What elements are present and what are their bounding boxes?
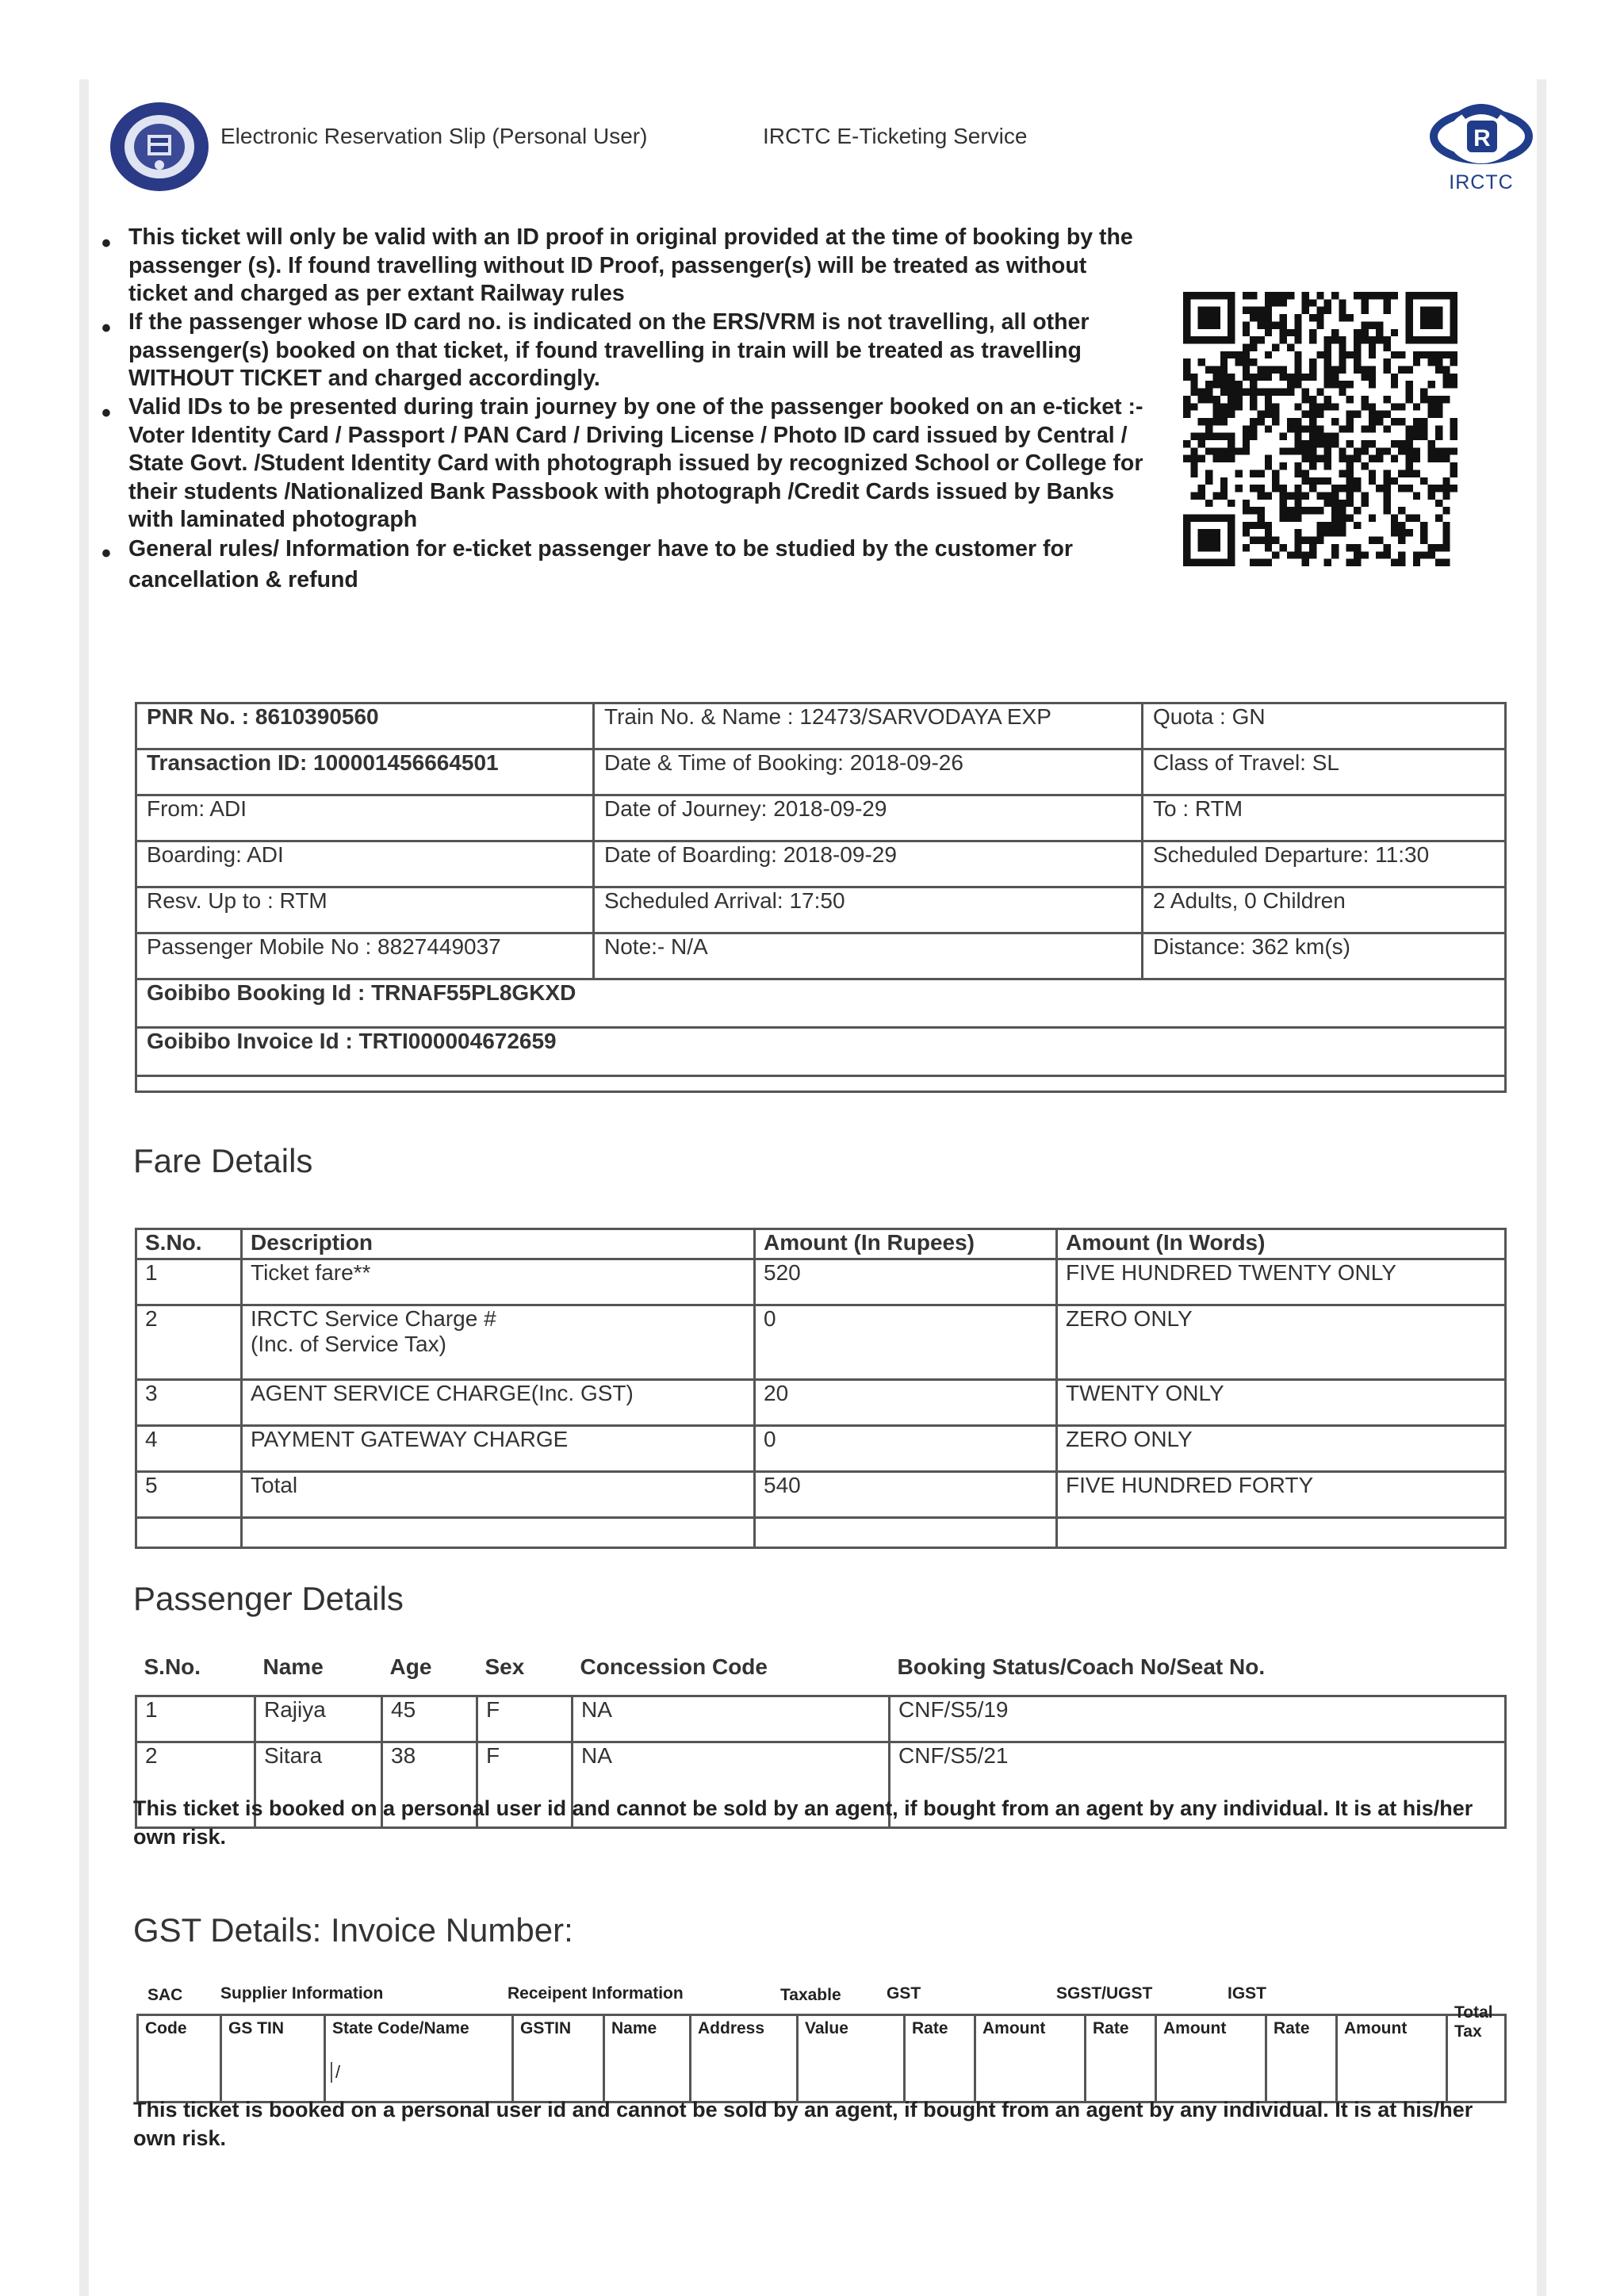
fare-amount-words: ZERO ONLY [1057,1305,1506,1380]
gst-amount: Amount [975,2015,1086,2102]
booking-details-table [135,702,1507,1093]
passenger-header-sno: S.No. [144,1654,201,1679]
gst-header-gst: GST [887,1984,921,2003]
gst-sac-code: Code [138,2015,221,2102]
from-station: From: ADI [136,795,594,841]
distance: Distance: 362 km(s) [1143,933,1506,979]
fare-description: PAYMENT GATEWAY CHARGE [242,1426,755,1472]
igst-rate: Rate [1266,2015,1337,2102]
goibibo-booking-id: Goibibo Booking Id : TRNAF55PL8GKXD [136,979,1506,1028]
scheduled-arrival: Scheduled Arrival: 17:50 [594,887,1143,933]
passenger-sex: F [477,1742,573,1827]
fare-sno: 5 [136,1472,242,1518]
gst-header-taxable: Taxable [780,1986,841,2004]
quota: Quota : GN [1143,703,1506,749]
passenger-header-concession: Concession Code [580,1654,768,1679]
fare-amount-words: FIVE HUNDRED TWENTY ONLY [1057,1259,1506,1305]
fare-description: IRCTC Service Charge # (Inc. of Service Tax) [242,1305,755,1380]
booking-date: Date & Time of Booking: 2018-09-26 [594,749,1143,795]
svg-text:R: R [1473,125,1491,151]
gst-header-supplier: Supplier Information [220,1984,384,2003]
sgst-amount: Amount [1156,2015,1266,2102]
fare-amount: 20 [755,1380,1057,1426]
gst-header-igst: IGST [1228,1984,1267,2003]
gst-taxable-value: Value [798,2015,905,2102]
fare-sno: 3 [136,1380,242,1426]
pnr-number: PNR No. : 8610390560 [136,703,594,749]
fare-header-amount: Amount (In Rupees) [755,1229,1057,1259]
gst-address: Address [691,2015,798,2102]
fare-details-title: Fare Details [133,1142,313,1179]
personal-id-disclaimer: This ticket is booked on a personal user id and cannot be sold by an agent, if bought from an agent by any individual. It is at his/her own risk. [133,1796,1473,1849]
passenger-name: Rajiya [255,1696,382,1742]
service-name: IRCTC E-Ticketing Service [763,124,1028,148]
passenger-booking-status: CNF/S5/21 [890,1742,1506,1827]
rule-item: • This ticket will only be valid with an ID proof in original provided at the time of booking by the passenger (s). If found travelling without ID Proof, passenger(s) will be treated as without ticket and charged as per extant Railway rules [102,224,1133,306]
passenger-concession: NA [573,1742,890,1827]
rule-item: • If the passenger whose ID card no. is indicated on the ERS/VRM is not travelling, all other passenger(s) booked on that ticket, if found travelling in train will be treated as travelling WITHOUT TICKET and charged accordingly. [102,309,1090,391]
passenger-concession: NA [573,1696,890,1742]
service-tax-note: (Inc. of Service Tax) [251,1332,446,1356]
qr-code [1183,292,1457,566]
gst-personal-id-disclaimer: This ticket is booked on a personal user id and cannot be sold by an agent, if bought from an agent by any individual. It is at his/her own risk. [133,2098,1473,2150]
fare-amount: 0 [755,1426,1057,1472]
boarding-station: Boarding: ADI [136,841,594,887]
gst-details-title: GST Details: Invoice Number: [133,1911,573,1949]
fare-amount: 0 [755,1305,1057,1380]
passenger-mobile: Passenger Mobile No : 8827449037 [136,933,594,979]
gst-header-recipient: Receipent Information [508,1984,684,2003]
sgst-rate: Rate [1086,2015,1156,2102]
gst-state-slash: / [331,2062,340,2083]
ticket-rules [102,224,1143,596]
passenger-sex: F [477,1696,573,1742]
fare-amount-words: ZERO ONLY [1057,1426,1506,1472]
irctc-logo-icon [1427,97,1535,173]
gst-header-sgst: SGST/UGST [1056,1984,1153,2003]
transaction-id: Transaction ID: 100001456664501 [136,749,594,795]
irctc-logo [1427,97,1535,197]
passenger-header-age: Age [389,1654,432,1679]
slip-title: Electronic Reservation Slip (Personal User) [220,124,648,148]
indian-railways-emblem-icon [109,102,209,192]
gst-rate: Rate [905,2015,975,2102]
train-name: Train No. & Name : 12473/SARVODAYA EXP [594,703,1143,749]
passenger-sno: 2 [136,1742,255,1827]
passenger-age: 45 [382,1696,477,1742]
gst-gs-tin: GS TIN [221,2015,325,2102]
journey-date: Date of Journey: 2018-09-29 [594,795,1143,841]
passenger-age: 38 [382,1742,477,1827]
passenger-header-name: Name [262,1654,324,1679]
igst-amount: Amount [1337,2015,1447,2102]
irctc-logo-text: IRCTC [1449,171,1514,194]
fare-description: Total [242,1472,755,1518]
fare-details-table [135,1228,1507,1549]
fare-sno: 2 [136,1305,242,1380]
rule-item: • General rules/ Information for e-ticket passenger have to be studied by the customer for cancellation & refund [102,536,1073,592]
passenger-name: Sitara [255,1742,382,1827]
fare-amount-words: TWENTY ONLY [1057,1380,1506,1426]
gst-total-tax: Total Tax [1447,2015,1506,2102]
passenger-count: 2 Adults, 0 Children [1143,887,1506,933]
booking-note: Note:- N/A [594,933,1143,979]
gst-gstin: GSTIN [513,2015,604,2102]
fare-amount-words: FIVE HUNDRED FORTY [1057,1472,1506,1518]
passenger-details-title: Passenger Details [133,1580,404,1617]
passenger-booking-status: CNF/S5/19 [890,1696,1506,1742]
fare-sno: 1 [136,1259,242,1305]
fare-header-sno: S.No. [136,1229,242,1259]
passenger-header-status: Booking Status/Coach No/Seat No. [897,1654,1266,1679]
fare-description: AGENT SERVICE CHARGE(Inc. GST) [242,1380,755,1426]
scheduled-departure: Scheduled Departure: 11:30 [1143,841,1506,887]
fare-sno: 4 [136,1426,242,1472]
travel-class: Class of Travel: SL [1143,749,1506,795]
gst-header-sac: SAC [147,1986,183,2004]
passenger-sno: 1 [136,1696,255,1742]
fare-amount: 520 [755,1259,1057,1305]
goibibo-invoice-id: Goibibo Invoice Id : TRTI000004672659 [136,1028,1506,1076]
fare-amount: 540 [755,1472,1057,1518]
fare-header-description: Description [242,1229,755,1259]
gst-state-code: State Code/Name / [325,2015,513,2102]
gst-name: Name [604,2015,691,2102]
to-station: To : RTM [1143,795,1506,841]
rule-item: • Valid IDs to be presented during train journey by one of the passenger booked on an e-ticket :-Voter Identity Card / Passport / PAN Card / Driving License / Photo ID card issued by Central / State Govt. /Student Identity Card with photograph issued by recognized School or College for their students /Nationalized Bank Passbook with photograph /Credit Cards issued by Banks with laminated photograph [102,394,1143,532]
fare-description: Ticket fare** [242,1259,755,1305]
fare-header-words: Amount (In Words) [1057,1229,1506,1259]
boarding-date: Date of Boarding: 2018-09-29 [594,841,1143,887]
reservation-up-to: Resv. Up to : RTM [136,887,594,933]
passenger-header-sex: Sex [485,1654,525,1679]
